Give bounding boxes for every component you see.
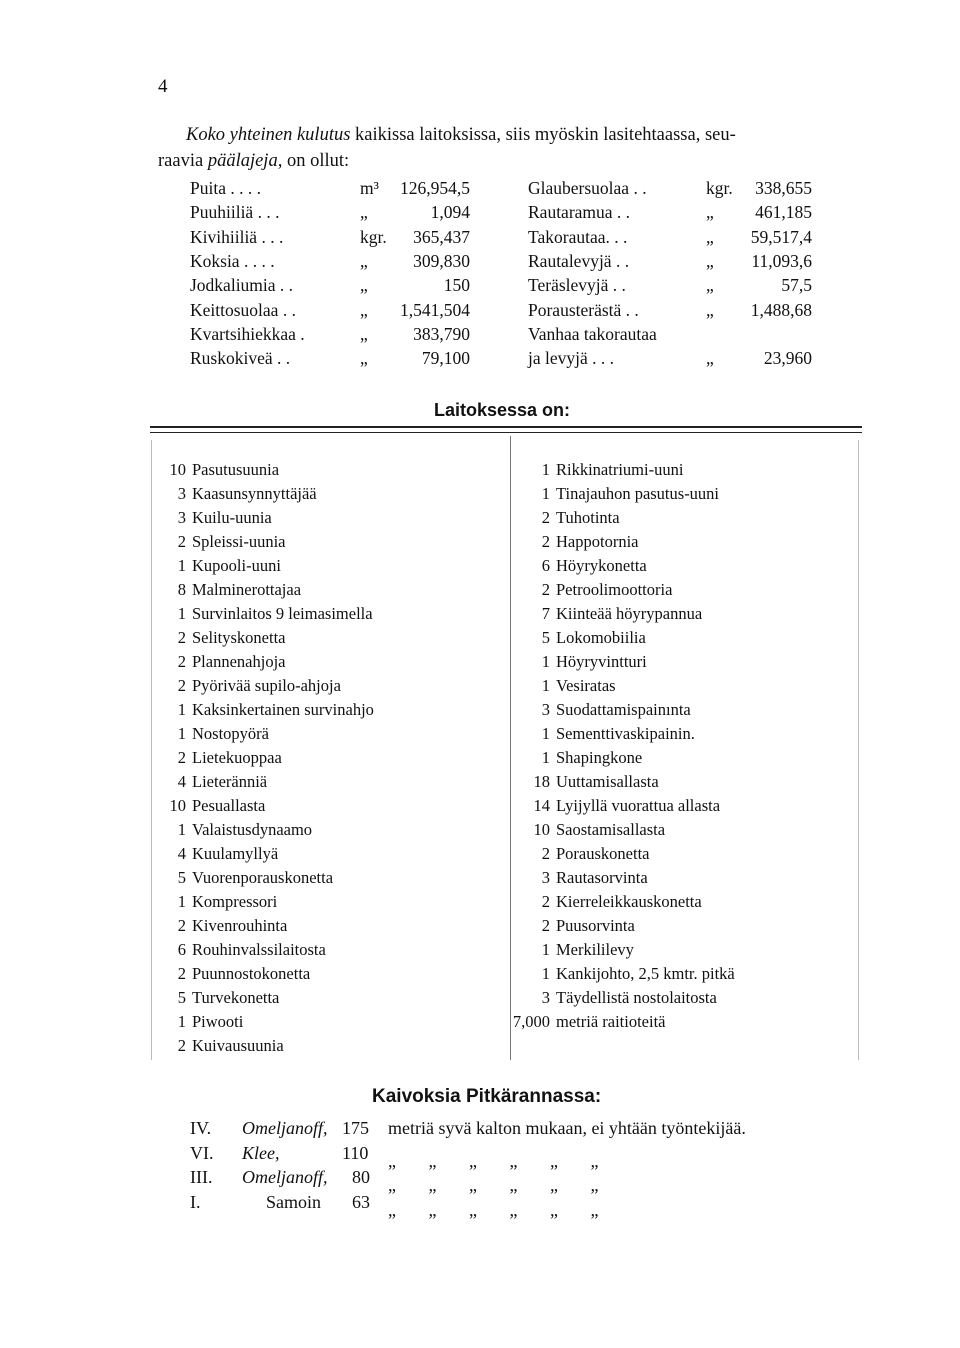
list-item <box>512 1010 666 1034</box>
well-name: Klee, <box>242 1142 280 1163</box>
goods-name: Rautaramua . . <box>528 202 631 223</box>
goods-name: Rautalevyjä . . <box>528 250 630 271</box>
item-label: Kivenrouhinta <box>192 916 288 935</box>
item-quantity: 2 <box>177 1036 186 1055</box>
goods-row <box>190 178 480 202</box>
item-quantity: 1 <box>541 676 550 695</box>
item-quantity: 3 <box>541 700 550 719</box>
item-quantity: 2 <box>177 532 186 551</box>
list-item <box>148 650 285 674</box>
item-quantity: 2 <box>177 628 186 647</box>
list-item <box>512 818 665 842</box>
item-label: Lyijyllä vuorattua allasta <box>556 796 721 815</box>
list-item <box>148 698 374 722</box>
well-number: VI. <box>190 1142 214 1163</box>
item-quantity: 2 <box>177 748 186 767</box>
item-label: Kiinteää höyrypannua <box>556 604 703 623</box>
list-item <box>512 506 620 530</box>
list-item <box>148 578 301 602</box>
item-label: Merkililevy <box>556 940 634 959</box>
item-quantity: 1 <box>177 700 186 719</box>
list-item <box>148 506 272 530</box>
goods-unit: m³ <box>360 178 379 198</box>
goods-unit: „ <box>706 275 714 296</box>
item-label: Saostamisallasta <box>556 820 666 839</box>
item-quantity: 2 <box>177 676 186 695</box>
goods-row <box>528 300 818 324</box>
list-item <box>148 938 326 962</box>
intro-italic-2: päälajeja, <box>207 151 283 171</box>
consumption-right <box>528 178 818 378</box>
item-label: metriä raitioteitä <box>556 1012 666 1031</box>
item-label: Happotornia <box>556 532 639 551</box>
goods-value: 150 <box>443 275 470 296</box>
intro-text-1: kaikissa laitoksissa, siis myöskin lasitehtaassa, seu- <box>350 125 736 145</box>
item-label: Shapingkone <box>556 748 643 767</box>
item-quantity: 18 <box>533 772 550 791</box>
well-row <box>190 1118 850 1144</box>
list-item <box>148 986 279 1010</box>
list-item <box>512 770 659 794</box>
item-label: Sementtivaskipainin. <box>556 724 695 743</box>
item-quantity: 4 <box>177 772 186 791</box>
well-name: Omeljanoff, <box>242 1167 328 1187</box>
list-item <box>512 842 649 866</box>
item-quantity: 1 <box>177 820 186 839</box>
item-quantity: 3 <box>541 988 550 1007</box>
item-label: Turvekonetta <box>192 988 280 1007</box>
item-label: Suodattamispainınta <box>556 700 691 719</box>
item-label: Tinajauhon pasutus-uuni <box>556 484 720 503</box>
goods-value: 126,954,5 <box>400 178 470 198</box>
item-quantity: 5 <box>177 988 186 1007</box>
goods-name: Koksia . . . . <box>190 250 275 271</box>
page-number: 4 <box>158 76 168 97</box>
goods-row <box>190 227 480 251</box>
list-item <box>148 674 341 698</box>
item-quantity: 7 <box>541 604 550 623</box>
goods-row <box>528 348 818 372</box>
item-quantity: 1 <box>541 748 550 767</box>
list-item <box>512 914 635 938</box>
well-text: „ „ „ „ „ „ <box>388 1175 613 1195</box>
list-item <box>512 986 717 1010</box>
goods-value: 1,094 <box>430 202 470 223</box>
item-label: Pasutusuunia <box>192 460 280 479</box>
item-quantity: 7,000 <box>512 1012 550 1031</box>
goods-unit: „ <box>706 299 714 320</box>
well-number: I. <box>190 1191 201 1212</box>
goods-unit: kgr. <box>706 178 733 198</box>
goods-row <box>190 275 480 299</box>
list-item <box>148 1010 243 1034</box>
well-row <box>190 1143 850 1169</box>
goods-name: Glaubersuolaa . . <box>528 178 647 198</box>
item-quantity: 10 <box>533 820 550 839</box>
goods-name: Kvartsihiekkaa . <box>190 323 305 344</box>
list-item <box>512 458 683 482</box>
list-item <box>512 530 638 554</box>
goods-row <box>528 202 818 226</box>
item-quantity: 1 <box>177 724 186 743</box>
well-depth: 110 <box>342 1142 369 1163</box>
well-text: „ „ „ „ „ „ <box>388 1150 613 1171</box>
goods-unit: „ <box>360 202 368 223</box>
item-quantity: 2 <box>541 580 550 599</box>
list-item <box>512 938 634 962</box>
list-item <box>148 554 281 578</box>
item-quantity: 1 <box>541 940 550 959</box>
goods-row <box>528 275 818 299</box>
item-quantity: 1 <box>541 964 550 983</box>
item-label: Kuivausuunia <box>192 1036 284 1055</box>
table-right-rule <box>858 440 859 1060</box>
list-item <box>148 866 333 890</box>
well-text: metriä syvä kalton mukaan, ei yhtään työntekijää. <box>388 1118 746 1138</box>
list-item <box>148 890 277 914</box>
item-label: Lokomobiilia <box>556 628 646 647</box>
item-label: Porauskonetta <box>556 844 650 863</box>
item-label: Pesuallasta <box>192 796 266 815</box>
item-label: Kaksinkertainen survinahjo <box>192 700 374 719</box>
goods-row <box>190 324 480 348</box>
item-label: Kankijohto, 2,5 kmtr. pitkä <box>556 964 735 983</box>
list-item <box>512 746 642 770</box>
item-label: Pyörivää supilo-ahjoja <box>192 676 341 695</box>
goods-unit: „ <box>706 250 714 271</box>
intro-italic-lead: Koko yhteinen kulutus <box>186 125 351 145</box>
well-name: Samoin <box>266 1191 322 1212</box>
item-label: Rikkinatriumi-uuni <box>556 460 684 479</box>
well-number: III. <box>190 1167 213 1187</box>
goods-unit: „ <box>360 323 368 344</box>
list-item <box>512 578 672 602</box>
item-label: Lietekuoppaa <box>192 748 282 767</box>
item-label: Vuorenporauskonetta <box>192 868 334 887</box>
goods-value: 1,541,504 <box>400 299 470 320</box>
goods-row <box>528 324 818 348</box>
item-quantity: 14 <box>533 796 550 815</box>
item-label: Malminerottajaa <box>192 580 302 599</box>
item-label: Survinlaitos 9 leimasimella <box>192 604 373 623</box>
list-item <box>148 842 278 866</box>
item-label: Tuhotinta <box>556 508 620 527</box>
item-quantity: 2 <box>541 532 550 551</box>
goods-unit: „ <box>706 202 714 223</box>
well-row <box>190 1192 850 1218</box>
list-item <box>512 962 735 986</box>
wells-list <box>190 1118 850 1228</box>
item-label: Nostopyörä <box>192 724 269 743</box>
item-label: Uuttamisallasta <box>556 772 659 791</box>
goods-name: Ruskokiveä . . <box>190 348 291 369</box>
item-label: Kompressori <box>192 892 278 911</box>
goods-row <box>190 300 480 324</box>
list-item <box>148 818 312 842</box>
goods-value: 461,185 <box>755 202 812 223</box>
item-quantity: 6 <box>177 940 186 959</box>
list-item <box>148 746 282 770</box>
item-quantity: 1 <box>541 724 550 743</box>
item-quantity: 1 <box>177 892 186 911</box>
goods-row <box>190 202 480 226</box>
intro-paragraph <box>158 122 876 174</box>
table-middle-rule <box>510 436 511 1060</box>
goods-name: Teräslevyjä . . <box>528 275 626 296</box>
list-item <box>148 794 265 818</box>
item-quantity: 2 <box>541 844 550 863</box>
goods-unit: „ <box>360 250 368 271</box>
goods-value: 338,655 <box>755 178 812 198</box>
item-quantity: 3 <box>177 484 186 503</box>
list-item <box>512 482 719 506</box>
well-depth: 175 <box>342 1118 369 1138</box>
item-quantity: 10 <box>169 796 186 815</box>
item-quantity: 3 <box>541 868 550 887</box>
item-quantity: 2 <box>177 964 186 983</box>
item-quantity: 2 <box>541 892 550 911</box>
item-label: Kierreleikkauskonetta <box>556 892 702 911</box>
item-label: Plannenahjoja <box>192 652 286 671</box>
list-item <box>512 626 646 650</box>
goods-row <box>528 251 818 275</box>
item-quantity: 5 <box>177 868 186 887</box>
goods-value: 11,093,6 <box>751 250 812 271</box>
goods-value: 383,790 <box>413 323 470 344</box>
goods-value: 23,960 <box>763 348 812 369</box>
list-item <box>148 458 279 482</box>
item-quantity: 1 <box>541 652 550 671</box>
intro-text-2a: raavia <box>158 151 208 171</box>
well-depth: 80 <box>352 1167 370 1187</box>
list-item <box>148 1034 284 1058</box>
list-item <box>148 626 286 650</box>
goods-value: 57,5 <box>781 275 812 296</box>
item-label: Höyryvintturi <box>556 652 647 671</box>
item-label: Puusorvinta <box>556 916 635 935</box>
list-item <box>148 770 267 794</box>
item-quantity: 1 <box>177 556 186 575</box>
goods-unit: „ <box>360 348 368 369</box>
list-item <box>512 866 648 890</box>
item-quantity: 1 <box>541 484 550 503</box>
item-quantity: 2 <box>541 916 550 935</box>
item-quantity: 6 <box>541 556 550 575</box>
goods-name: ja levyjä . . . <box>528 348 615 369</box>
item-label: Selityskonetta <box>192 628 286 647</box>
list-item <box>512 650 647 674</box>
list-item <box>148 602 373 626</box>
section-heading: Laitoksessa on: <box>434 400 571 420</box>
list-item <box>512 698 691 722</box>
list-item <box>148 962 310 986</box>
goods-value: 59,517,4 <box>750 226 812 247</box>
goods-row <box>528 227 818 251</box>
list-item <box>512 794 720 818</box>
goods-name: Jodkaliumia . . <box>190 275 294 296</box>
goods-row <box>190 348 480 372</box>
goods-value: 365,437 <box>413 226 470 247</box>
goods-name: Puita . . . . <box>190 178 261 198</box>
item-label: Piwooti <box>192 1012 244 1031</box>
goods-unit: kgr. <box>360 226 387 247</box>
item-label: Kuulamyllyä <box>192 844 279 863</box>
item-quantity: 2 <box>177 652 186 671</box>
list-item <box>512 674 616 698</box>
item-quantity: 2 <box>541 508 550 527</box>
item-label: Höyrykonetta <box>556 556 647 575</box>
item-label: Kupooli-uuni <box>192 556 281 575</box>
list-item <box>148 482 317 506</box>
item-quantity: 5 <box>541 628 550 647</box>
item-label: Kaasunsynnyttäjää <box>192 484 317 503</box>
goods-value: 79,100 <box>421 348 470 369</box>
list-item <box>148 530 286 554</box>
item-label: Rouhinvalssilaitosta <box>192 940 326 959</box>
item-quantity: 3 <box>177 508 186 527</box>
well-name: Omeljanoff, <box>242 1118 328 1138</box>
goods-unit: „ <box>706 348 714 369</box>
well-depth: 63 <box>352 1191 370 1212</box>
list-item <box>148 722 269 746</box>
list-item <box>512 602 702 626</box>
wells-heading: Kaivoksia Pitkärannassa: <box>372 1086 602 1107</box>
goods-name: Porausterästä . . <box>528 299 639 320</box>
goods-name: Keittosuolaa . . <box>190 299 296 320</box>
well-row <box>190 1167 850 1193</box>
table-top-rule-2 <box>150 432 862 433</box>
goods-name: Puuhiiliä . . . <box>190 202 280 223</box>
item-label: Täydellistä nostolaitosta <box>556 988 717 1007</box>
goods-name: Vanhaa takorautaa <box>528 323 657 344</box>
goods-name: Kivihiiliä . . . <box>190 226 284 247</box>
goods-row <box>528 178 818 202</box>
goods-unit: „ <box>706 226 714 247</box>
well-text: „ „ „ „ „ „ <box>388 1199 613 1220</box>
item-quantity: 8 <box>177 580 186 599</box>
item-quantity: 4 <box>177 844 186 863</box>
item-label: Spleissi-uunia <box>192 532 286 551</box>
list-item <box>512 554 647 578</box>
item-label: Lieteränniä <box>192 772 268 791</box>
goods-value: 309,830 <box>413 250 470 271</box>
item-label: Rautasorvinta <box>556 868 648 887</box>
consumption-left <box>190 178 480 378</box>
item-label: Kuilu-uunia <box>192 508 272 527</box>
goods-value: 1,488,68 <box>750 299 812 320</box>
item-label: Valaistusdynaamo <box>192 820 313 839</box>
goods-unit: „ <box>360 299 368 320</box>
intro-text-2b: on ollut: <box>282 151 350 171</box>
item-quantity: 10 <box>169 460 186 479</box>
goods-unit: „ <box>360 275 368 296</box>
inventory-left <box>148 458 488 1068</box>
goods-name: Takorautaa. . . <box>528 226 628 247</box>
list-item <box>512 722 695 746</box>
item-quantity: 1 <box>177 1012 186 1031</box>
item-quantity: 2 <box>177 916 186 935</box>
list-item <box>148 914 287 938</box>
item-quantity: 1 <box>541 460 550 479</box>
item-label: Petroolimoottoria <box>556 580 673 599</box>
item-quantity: 1 <box>177 604 186 623</box>
well-number: IV. <box>190 1118 212 1138</box>
item-label: Puunnostokonetta <box>192 964 311 983</box>
table-top-rule <box>150 426 862 428</box>
inventory-right <box>512 458 852 1058</box>
goods-row <box>190 251 480 275</box>
list-item <box>512 890 702 914</box>
item-label: Vesiratas <box>556 676 616 695</box>
